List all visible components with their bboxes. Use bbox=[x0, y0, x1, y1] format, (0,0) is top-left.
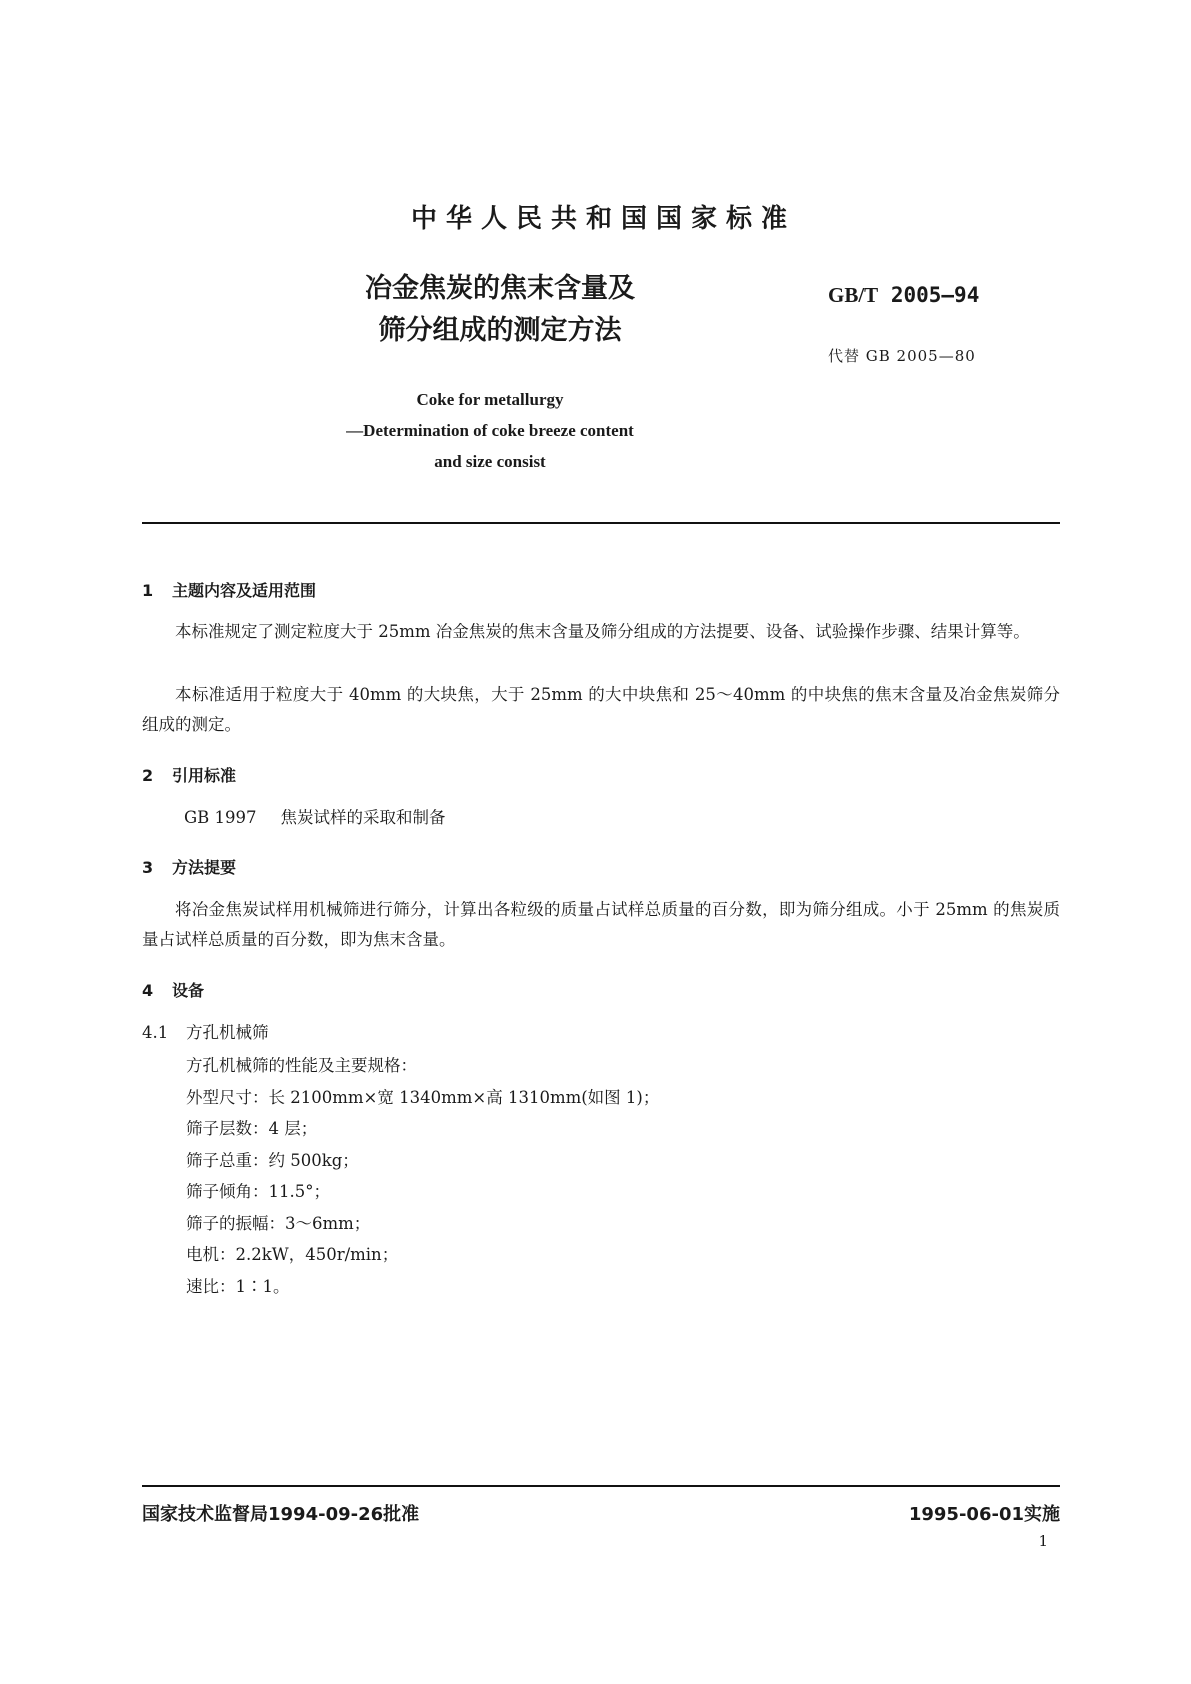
section-3-title: 方法提要 bbox=[172, 858, 237, 877]
spec-item: 方孔机械筛的性能及主要规格： bbox=[186, 1056, 417, 1075]
section-2-heading bbox=[142, 763, 236, 786]
reference-code: GB 1997 bbox=[184, 808, 257, 827]
footer-divider bbox=[142, 1485, 1060, 1487]
section-3-para-1: 将冶金焦炭试样用机械筛进行筛分，计算出各粒级的质量占试样总质量的百分数，即为筛分组成。小于 25mm 的焦炭质量占试样总质量的百分数，即为焦末含量。 bbox=[142, 900, 1060, 949]
title-cn-line2: 筛分组成的测定方法 bbox=[378, 315, 622, 346]
section-1-para-2: 本标准适用于粒度大于 40mm 的大块焦，大于 25mm 的大中块焦和 25～40mm 的中块焦的焦末含量及冶金焦炭筛分组成的测定。 bbox=[142, 685, 1060, 734]
national-standard-heading: 中华人民共和国国家标准 bbox=[410, 204, 796, 234]
header-divider bbox=[142, 522, 1060, 524]
spec-item: 筛子总重：约 500kg； bbox=[186, 1150, 359, 1170]
section-4-heading bbox=[142, 978, 204, 1001]
title-cn-line1: 冶金焦炭的焦末含量及 bbox=[365, 273, 635, 304]
spec-list bbox=[186, 1050, 659, 1302]
section-1-title: 主题内容及适用范围 bbox=[172, 581, 317, 600]
spec-item: 外型尺寸：长 2100mm×宽 1340mm×高 1310mm(如图 1)； bbox=[186, 1087, 660, 1107]
spec-item: 速比：1∶1。 bbox=[186, 1276, 290, 1296]
section-3-heading bbox=[142, 855, 236, 878]
subsection-4-1-number: 4.1 bbox=[142, 1023, 169, 1042]
implementation-date: 1995-06-01实施 bbox=[908, 1504, 1060, 1525]
section-3-number: 3 bbox=[142, 858, 154, 877]
approval-statement: 国家技术监督局1994-09-26批准 bbox=[142, 1504, 420, 1525]
reference-title: 焦炭试样的采取和制备 bbox=[280, 808, 446, 827]
title-en-line2: —Determination of coke breeze content bbox=[346, 421, 634, 440]
page-number: 1 bbox=[1038, 1532, 1048, 1550]
subsection-4-1-heading bbox=[142, 1018, 269, 1048]
spec-item: 电机：2.2kW，450r/min； bbox=[186, 1245, 399, 1264]
section-2-title: 引用标准 bbox=[172, 766, 237, 785]
title-en-line3: and size consist bbox=[434, 452, 546, 471]
standard-code: 2005—94 bbox=[890, 283, 980, 307]
subsection-4-1-title: 方孔机械筛 bbox=[186, 1023, 269, 1042]
section-1-number: 1 bbox=[142, 581, 154, 600]
title-en-line1: Coke for metallurgy bbox=[416, 390, 564, 409]
spec-item: 筛子的振幅：3～6mm； bbox=[186, 1213, 371, 1233]
section-1-heading bbox=[142, 578, 316, 601]
section-4-number: 4 bbox=[142, 981, 154, 1000]
replaces-standard: 代替 GB 2005—80 bbox=[828, 347, 976, 365]
section-2-number: 2 bbox=[142, 766, 154, 785]
standard-prefix: GB/T bbox=[828, 283, 879, 307]
spec-item: 筛子倾角：11.5°； bbox=[186, 1182, 330, 1201]
reference-standard bbox=[184, 803, 446, 833]
spec-item: 筛子层数：4 层； bbox=[186, 1119, 318, 1138]
standard-number bbox=[828, 283, 979, 308]
section-4-title: 设备 bbox=[172, 981, 205, 1000]
section-1-para-1: 本标准规定了测定粒度大于 25mm 冶金焦炭的焦末含量及筛分组成的方法提要、设备、试验操作步骤、结果计算等。 bbox=[175, 622, 1030, 641]
